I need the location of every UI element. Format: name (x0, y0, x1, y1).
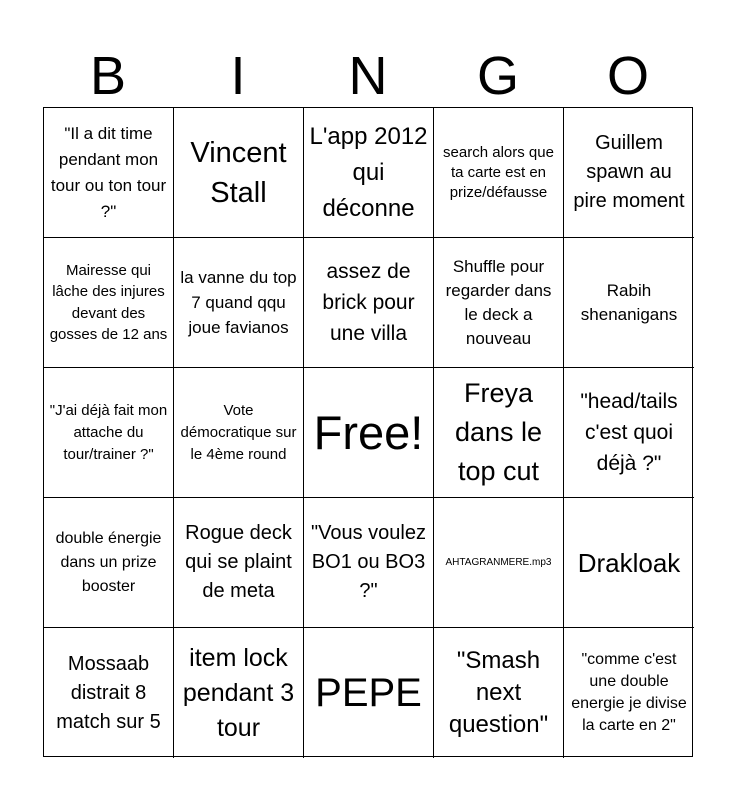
bingo-cell[interactable] (44, 108, 174, 238)
bingo-cell[interactable] (44, 498, 174, 628)
cell-text: Mossaab distrait 8 match sur 5 (56, 652, 161, 733)
bingo-cell[interactable] (44, 368, 174, 498)
cell-text: double énergie dans un prize booster (55, 529, 162, 595)
cell-text: PEPE (315, 671, 422, 715)
cell-text: Shuffle pour regarder dans le deck a nouveau (445, 256, 552, 348)
bingo-cell[interactable] (434, 628, 564, 758)
bingo-cell[interactable] (564, 628, 694, 758)
bingo-cell[interactable] (44, 238, 174, 368)
cell-text: "comme c'est une double energie je divise la carte en 2" (571, 651, 687, 734)
bingo-cell[interactable] (44, 628, 174, 758)
header-letter-n: N (348, 46, 388, 106)
bingo-cell[interactable] (434, 368, 564, 498)
cell-text: "Vous voulez BO1 ou BO3 ?" (311, 522, 426, 602)
cell-text: "head/tails c'est quoi déjà ?" (580, 390, 678, 475)
cell-text: L'app 2012 qui déconne (309, 122, 428, 222)
cell-text: Drakloak (577, 547, 681, 578)
cell-text: Vincent Stall (190, 136, 287, 209)
bingo-cell[interactable] (304, 368, 434, 498)
bingo-cell[interactable] (564, 238, 694, 368)
cell-text: Free! (313, 405, 424, 459)
cell-text: Guillem spawn au pire moment (573, 132, 685, 212)
bingo-cell[interactable] (434, 238, 564, 368)
header-letter-o: O (606, 46, 649, 106)
cell-text: assez de brick pour une villa (322, 260, 415, 345)
cell-text: Mairesse qui lâche des injures devant des gosses de 12 ans (49, 261, 168, 343)
cell-text: "Smash next question" (448, 647, 549, 738)
cell-text: Vote démocratique sur le 4ème round (180, 401, 297, 463)
bingo-cell[interactable] (434, 108, 564, 238)
bingo-cell[interactable] (174, 108, 304, 238)
bingo-card-grid (43, 107, 693, 757)
bingo-cell[interactable] (564, 368, 694, 498)
bingo-cell[interactable] (304, 238, 434, 368)
cell-text: item lock pendant 3 tour (182, 643, 295, 742)
cell-text: AHTAGRANMERE.mp3 (445, 556, 552, 568)
bingo-cell[interactable] (174, 498, 304, 628)
bingo-cell[interactable] (304, 498, 434, 628)
bingo-cell[interactable] (174, 368, 304, 498)
cell-text: la vanne du top 7 quand qqu joue favianos (180, 268, 297, 337)
cell-text: Rogue deck qui se plaint de meta (185, 522, 292, 602)
cell-text: "Il a dit time pendant mon tour ou ton tour ?" (50, 123, 167, 221)
header-letter-i: I (230, 46, 246, 106)
cell-text: Freya dans le top cut (454, 378, 543, 486)
bingo-cell[interactable] (174, 238, 304, 368)
header-letter-b: B (89, 46, 127, 106)
bingo-cell[interactable] (174, 628, 304, 758)
header-letter-g: G (476, 46, 519, 106)
bingo-cell[interactable] (564, 108, 694, 238)
bingo-header (43, 44, 693, 108)
bingo-cell[interactable] (304, 108, 434, 238)
cell-text: search alors que ta carte est en prize/défausse (443, 143, 554, 201)
bingo-cell[interactable] (564, 498, 694, 628)
cell-text: Rabih shenanigans (580, 280, 678, 324)
bingo-cell[interactable] (304, 628, 434, 758)
bingo-cell[interactable] (434, 498, 564, 628)
cell-text: "J'ai déjà fait mon attache du tour/trainer ?" (49, 401, 168, 463)
